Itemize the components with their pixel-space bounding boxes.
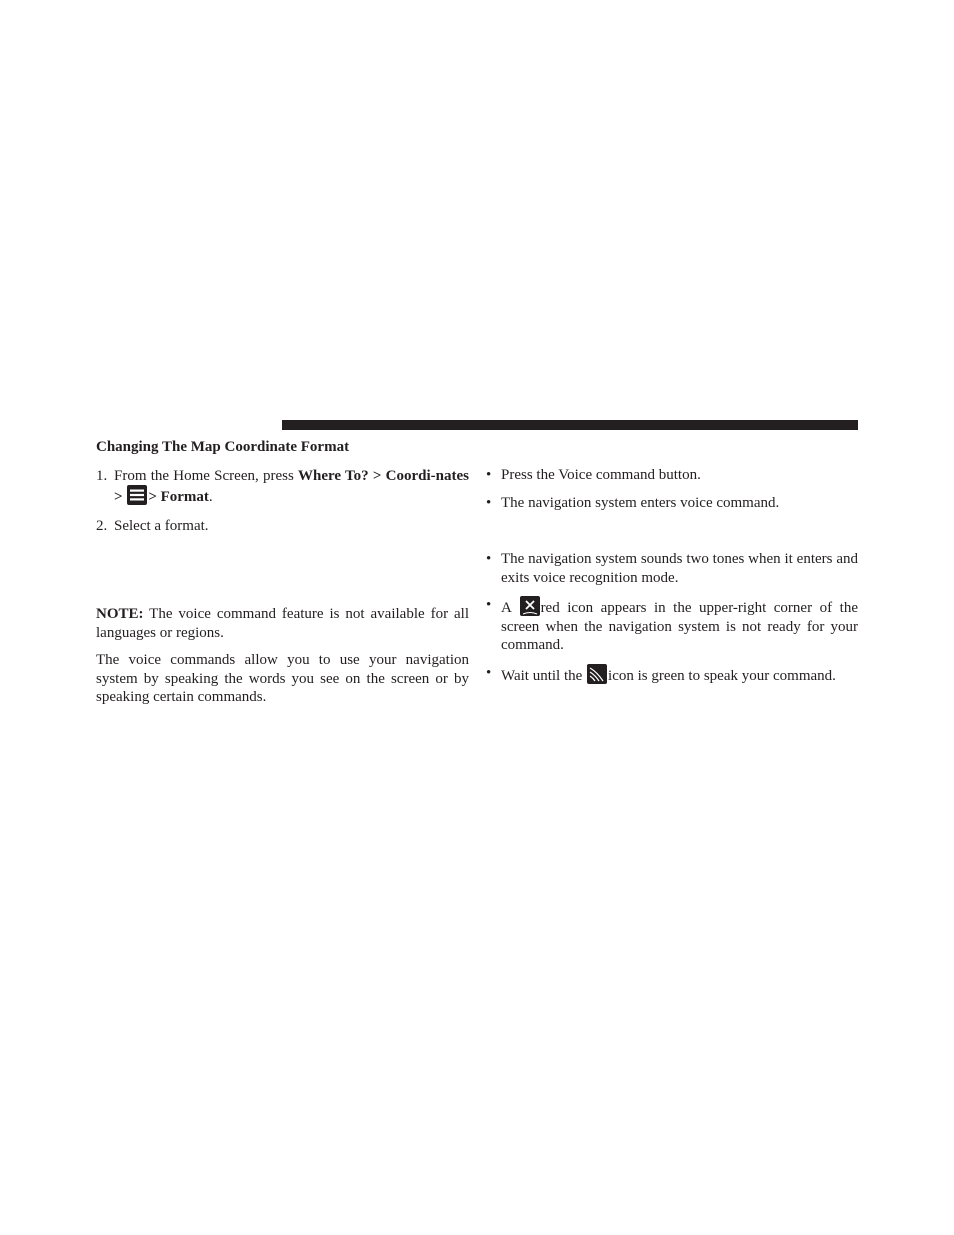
bullet-dot: • — [486, 467, 492, 483]
bullet-dot: • — [486, 494, 492, 511]
bullet-item — [486, 494, 858, 513]
step-period: . — [208, 489, 213, 505]
intro-paragraph: The voice commands allow you to use your navigation system by speaking the words you see on the screen or by speaking certain commands. — [96, 652, 469, 705]
voice-ready-icon — [587, 664, 607, 684]
bullet-item — [486, 596, 858, 655]
bullet-dot: • — [486, 597, 492, 613]
bullet-text-end: icon is green to speak your command. — [608, 667, 836, 684]
bullet-text-end: red icon appears in the upper-right corner of the screen when the navigation system is not ready for your command. — [501, 600, 858, 653]
left-column — [96, 438, 469, 707]
step-text: From the Home Screen, press — [114, 467, 299, 484]
menu-icon — [127, 485, 147, 505]
bullet-dot: • — [486, 664, 492, 681]
step-number: 1. — [96, 467, 108, 484]
right-column — [486, 466, 858, 694]
step-path: Where To? > Coordi-nates > — [114, 467, 469, 505]
section-rule — [282, 420, 858, 430]
step-path-end: > Format — [148, 489, 209, 505]
step-2 — [96, 517, 469, 536]
bullet-text: The navigation system sounds two tones when it enters and exits voice recognition mode. — [501, 551, 858, 586]
note-label: NOTE: — [96, 606, 144, 622]
bullet-text: Press the Voice command button. — [501, 467, 701, 483]
step-text: Select a format. — [114, 517, 209, 534]
bullet-dot: • — [486, 551, 492, 567]
section-heading: Changing The Map Coordinate Format — [96, 439, 350, 455]
bullet-item — [486, 664, 858, 686]
bullet-text-start: A — [501, 600, 519, 616]
bullet-text-start: Wait until the — [501, 667, 587, 684]
bullet-item — [486, 466, 858, 485]
step-1 — [96, 467, 469, 507]
step-number: 2. — [96, 517, 108, 534]
bullet-item — [486, 550, 858, 587]
note-paragraph — [96, 605, 469, 642]
voice-not-ready-icon — [520, 596, 540, 616]
note-text: The voice command feature is not available for all languages or regions. — [96, 606, 469, 641]
bullet-text: The navigation system enters voice command. — [501, 494, 780, 511]
